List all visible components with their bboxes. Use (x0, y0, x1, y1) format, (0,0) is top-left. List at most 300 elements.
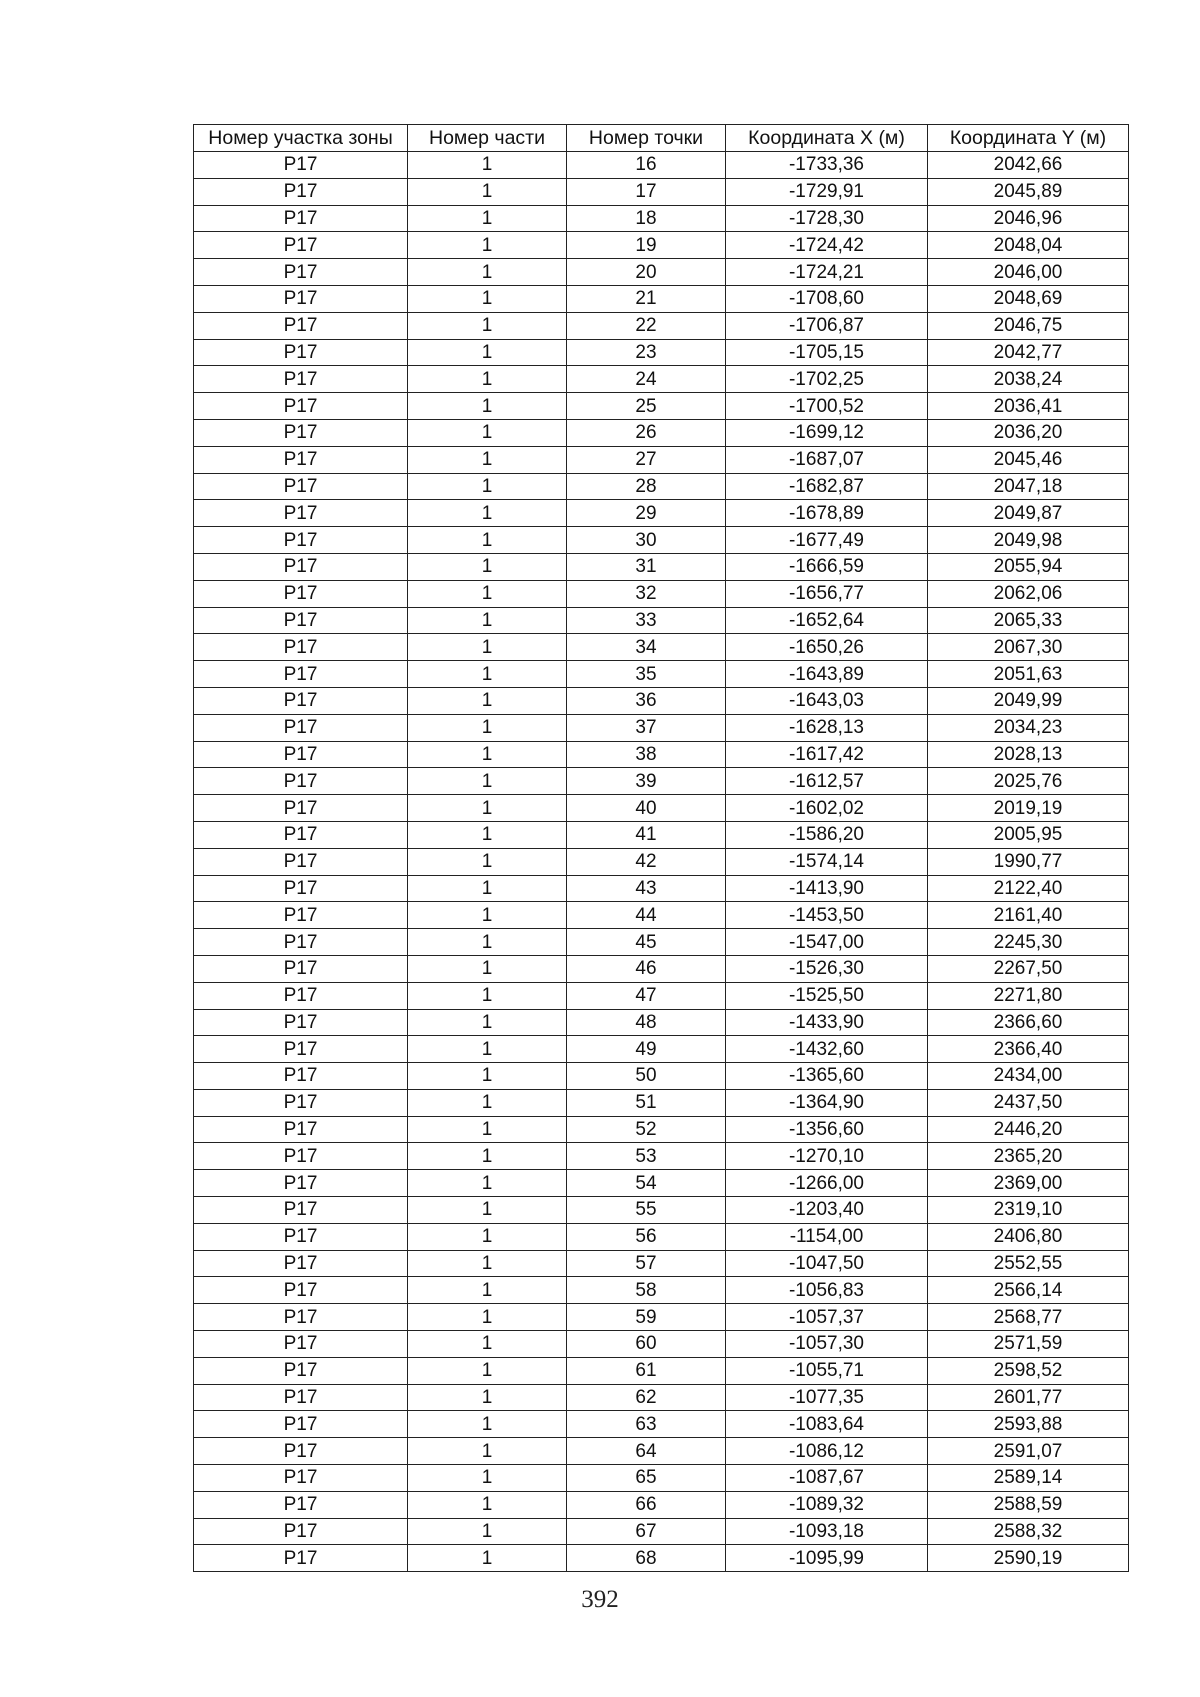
cell-coordinate-x: -1724,21 (726, 259, 928, 286)
cell-coordinate-y: 2369,00 (928, 1170, 1129, 1197)
table-row (194, 1063, 1129, 1090)
cell-coordinate-x: -1055,71 (726, 1357, 928, 1384)
table-row (194, 553, 1129, 580)
cell-zone-section: Р17 (194, 1036, 408, 1063)
cell-coordinate-x: -1586,20 (726, 821, 928, 848)
cell-zone-section: Р17 (194, 741, 408, 768)
cell-part-number: 1 (408, 1545, 567, 1572)
cell-part-number: 1 (408, 1250, 567, 1277)
table-row (194, 714, 1129, 741)
cell-point-number: 21 (567, 285, 726, 312)
cell-coordinate-y: 2571,59 (928, 1331, 1129, 1358)
table-row (194, 741, 1129, 768)
cell-coordinate-y: 2590,19 (928, 1545, 1129, 1572)
cell-part-number: 1 (408, 634, 567, 661)
cell-coordinate-x: -1432,60 (726, 1036, 928, 1063)
header-point-number: Номер точки (567, 125, 726, 152)
cell-zone-section: Р17 (194, 1223, 408, 1250)
cell-zone-section: Р17 (194, 1197, 408, 1224)
cell-coordinate-x: -1643,89 (726, 661, 928, 688)
cell-part-number: 1 (408, 419, 567, 446)
cell-coordinate-y: 2051,63 (928, 661, 1129, 688)
cell-coordinate-y: 2047,18 (928, 473, 1129, 500)
table-row (194, 1357, 1129, 1384)
cell-point-number: 39 (567, 768, 726, 795)
table-row (194, 1438, 1129, 1465)
cell-zone-section: Р17 (194, 714, 408, 741)
table-row (194, 339, 1129, 366)
cell-part-number: 1 (408, 393, 567, 420)
cell-coordinate-x: -1453,50 (726, 902, 928, 929)
cell-coordinate-y: 2319,10 (928, 1197, 1129, 1224)
cell-point-number: 62 (567, 1384, 726, 1411)
cell-part-number: 1 (408, 1304, 567, 1331)
cell-point-number: 16 (567, 152, 726, 179)
table-row (194, 1518, 1129, 1545)
cell-coordinate-y: 2601,77 (928, 1384, 1129, 1411)
table-row (194, 1197, 1129, 1224)
cell-coordinate-y: 2434,00 (928, 1063, 1129, 1090)
cell-point-number: 60 (567, 1331, 726, 1358)
cell-coordinate-x: -1413,90 (726, 875, 928, 902)
cell-coordinate-x: -1650,26 (726, 634, 928, 661)
cell-coordinate-y: 2045,46 (928, 446, 1129, 473)
cell-coordinate-y: 2062,06 (928, 580, 1129, 607)
table-row (194, 1170, 1129, 1197)
cell-coordinate-x: -1678,89 (726, 500, 928, 527)
cell-point-number: 41 (567, 821, 726, 848)
cell-coordinate-y: 2028,13 (928, 741, 1129, 768)
cell-zone-section: Р17 (194, 527, 408, 554)
table-row (194, 768, 1129, 795)
cell-coordinate-y: 2552,55 (928, 1250, 1129, 1277)
cell-point-number: 44 (567, 902, 726, 929)
cell-zone-section: Р17 (194, 393, 408, 420)
cell-zone-section: Р17 (194, 205, 408, 232)
cell-coordinate-y: 2366,40 (928, 1036, 1129, 1063)
cell-zone-section: Р17 (194, 285, 408, 312)
cell-point-number: 49 (567, 1036, 726, 1063)
cell-coordinate-x: -1087,67 (726, 1465, 928, 1492)
cell-zone-section: Р17 (194, 366, 408, 393)
cell-coordinate-x: -1699,12 (726, 419, 928, 446)
table-row (194, 1250, 1129, 1277)
cell-zone-section: Р17 (194, 312, 408, 339)
cell-coordinate-y: 2046,96 (928, 205, 1129, 232)
cell-part-number: 1 (408, 929, 567, 956)
cell-coordinate-x: -1364,90 (726, 1089, 928, 1116)
table-row (194, 1411, 1129, 1438)
cell-point-number: 64 (567, 1438, 726, 1465)
cell-point-number: 37 (567, 714, 726, 741)
cell-coordinate-x: -1154,00 (726, 1223, 928, 1250)
table-row (194, 1089, 1129, 1116)
cell-point-number: 47 (567, 982, 726, 1009)
cell-coordinate-x: -1547,00 (726, 929, 928, 956)
page-number: 392 (581, 1586, 619, 1613)
cell-coordinate-x: -1356,60 (726, 1116, 928, 1143)
cell-part-number: 1 (408, 1089, 567, 1116)
cell-coordinate-x: -1270,10 (726, 1143, 928, 1170)
cell-zone-section: Р17 (194, 178, 408, 205)
cell-coordinate-y: 2437,50 (928, 1089, 1129, 1116)
table-row (194, 1143, 1129, 1170)
table-row (194, 419, 1129, 446)
cell-point-number: 56 (567, 1223, 726, 1250)
cell-part-number: 1 (408, 1438, 567, 1465)
cell-coordinate-y: 2366,60 (928, 1009, 1129, 1036)
cell-coordinate-x: -1728,30 (726, 205, 928, 232)
cell-point-number: 27 (567, 446, 726, 473)
cell-part-number: 1 (408, 1170, 567, 1197)
cell-part-number: 1 (408, 1384, 567, 1411)
cell-coordinate-x: -1612,57 (726, 768, 928, 795)
cell-coordinate-y: 2045,89 (928, 178, 1129, 205)
table-row (194, 1009, 1129, 1036)
cell-zone-section: Р17 (194, 446, 408, 473)
table-row (194, 178, 1129, 205)
cell-coordinate-x: -1093,18 (726, 1518, 928, 1545)
cell-zone-section: Р17 (194, 634, 408, 661)
cell-point-number: 34 (567, 634, 726, 661)
table-row (194, 1223, 1129, 1250)
cell-point-number: 18 (567, 205, 726, 232)
cell-zone-section: Р17 (194, 1491, 408, 1518)
table-row (194, 152, 1129, 179)
cell-coordinate-y: 2589,14 (928, 1465, 1129, 1492)
cell-coordinate-y: 2048,69 (928, 285, 1129, 312)
table-row (194, 393, 1129, 420)
cell-part-number: 1 (408, 446, 567, 473)
cell-zone-section: Р17 (194, 1143, 408, 1170)
cell-coordinate-y: 2046,00 (928, 259, 1129, 286)
cell-part-number: 1 (408, 339, 567, 366)
cell-part-number: 1 (408, 312, 567, 339)
table-row (194, 232, 1129, 259)
cell-coordinate-x: -1700,52 (726, 393, 928, 420)
cell-part-number: 1 (408, 1465, 567, 1492)
header-zone-section-number: Номер участка зоны (194, 125, 408, 152)
cell-coordinate-y: 2025,76 (928, 768, 1129, 795)
cell-point-number: 30 (567, 527, 726, 554)
cell-coordinate-x: -1056,83 (726, 1277, 928, 1304)
cell-coordinate-x: -1574,14 (726, 848, 928, 875)
cell-coordinate-y: 2049,87 (928, 500, 1129, 527)
cell-coordinate-x: -1666,59 (726, 553, 928, 580)
cell-coordinate-x: -1047,50 (726, 1250, 928, 1277)
cell-zone-section: Р17 (194, 1250, 408, 1277)
cell-point-number: 46 (567, 955, 726, 982)
cell-zone-section: Р17 (194, 259, 408, 286)
cell-point-number: 26 (567, 419, 726, 446)
cell-point-number: 38 (567, 741, 726, 768)
table-row (194, 687, 1129, 714)
cell-coordinate-y: 2591,07 (928, 1438, 1129, 1465)
cell-zone-section: Р17 (194, 1518, 408, 1545)
cell-coordinate-y: 2122,40 (928, 875, 1129, 902)
table-row (194, 580, 1129, 607)
table-row (194, 1545, 1129, 1572)
cell-point-number: 17 (567, 178, 726, 205)
cell-point-number: 32 (567, 580, 726, 607)
cell-point-number: 42 (567, 848, 726, 875)
cell-part-number: 1 (408, 500, 567, 527)
cell-coordinate-y: 2588,32 (928, 1518, 1129, 1545)
table-header (194, 125, 1129, 152)
cell-point-number: 66 (567, 1491, 726, 1518)
cell-zone-section: Р17 (194, 152, 408, 179)
cell-coordinate-x: -1433,90 (726, 1009, 928, 1036)
cell-part-number: 1 (408, 1491, 567, 1518)
table-row (194, 875, 1129, 902)
cell-zone-section: Р17 (194, 607, 408, 634)
table-row (194, 661, 1129, 688)
cell-part-number: 1 (408, 1009, 567, 1036)
cell-zone-section: Р17 (194, 1009, 408, 1036)
cell-part-number: 1 (408, 1036, 567, 1063)
cell-part-number: 1 (408, 473, 567, 500)
cell-point-number: 29 (567, 500, 726, 527)
cell-zone-section: Р17 (194, 580, 408, 607)
header-coordinate-y: Координата Y (м) (928, 125, 1129, 152)
table-row (194, 1036, 1129, 1063)
cell-point-number: 25 (567, 393, 726, 420)
cell-point-number: 36 (567, 687, 726, 714)
cell-point-number: 51 (567, 1089, 726, 1116)
cell-zone-section: Р17 (194, 687, 408, 714)
cell-coordinate-x: -1687,07 (726, 446, 928, 473)
cell-coordinate-y: 2049,99 (928, 687, 1129, 714)
table-row (194, 366, 1129, 393)
cell-zone-section: Р17 (194, 1063, 408, 1090)
cell-point-number: 58 (567, 1277, 726, 1304)
cell-coordinate-x: -1089,32 (726, 1491, 928, 1518)
cell-point-number: 31 (567, 553, 726, 580)
cell-coordinate-x: -1705,15 (726, 339, 928, 366)
cell-point-number: 23 (567, 339, 726, 366)
cell-part-number: 1 (408, 1197, 567, 1224)
cell-coordinate-x: -1628,13 (726, 714, 928, 741)
cell-coordinate-y: 2048,04 (928, 232, 1129, 259)
cell-coordinate-x: -1652,64 (726, 607, 928, 634)
cell-zone-section: Р17 (194, 1545, 408, 1572)
cell-coordinate-x: -1086,12 (726, 1438, 928, 1465)
table-row (194, 1331, 1129, 1358)
cell-zone-section: Р17 (194, 1277, 408, 1304)
cell-coordinate-x: -1203,40 (726, 1197, 928, 1224)
table-row (194, 500, 1129, 527)
cell-point-number: 54 (567, 1170, 726, 1197)
cell-point-number: 28 (567, 473, 726, 500)
cell-coordinate-y: 2566,14 (928, 1277, 1129, 1304)
cell-point-number: 67 (567, 1518, 726, 1545)
cell-coordinate-y: 2588,59 (928, 1491, 1129, 1518)
cell-coordinate-y: 2019,19 (928, 795, 1129, 822)
header-coordinate-x: Координата X (м) (726, 125, 928, 152)
cell-zone-section: Р17 (194, 768, 408, 795)
header-part-number: Номер части (408, 125, 567, 152)
cell-point-number: 55 (567, 1197, 726, 1224)
table-row (194, 1465, 1129, 1492)
table-row (194, 1384, 1129, 1411)
cell-point-number: 19 (567, 232, 726, 259)
cell-part-number: 1 (408, 1331, 567, 1358)
cell-zone-section: Р17 (194, 902, 408, 929)
cell-coordinate-y: 2568,77 (928, 1304, 1129, 1331)
cell-coordinate-x: -1095,99 (726, 1545, 928, 1572)
cell-point-number: 45 (567, 929, 726, 956)
cell-part-number: 1 (408, 795, 567, 822)
cell-coordinate-x: -1083,64 (726, 1411, 928, 1438)
table-row (194, 848, 1129, 875)
cell-coordinate-y: 2593,88 (928, 1411, 1129, 1438)
cell-point-number: 57 (567, 1250, 726, 1277)
table-row (194, 1304, 1129, 1331)
cell-part-number: 1 (408, 1411, 567, 1438)
cell-part-number: 1 (408, 366, 567, 393)
cell-zone-section: Р17 (194, 848, 408, 875)
table-row (194, 205, 1129, 232)
cell-zone-section: Р17 (194, 339, 408, 366)
cell-zone-section: Р17 (194, 929, 408, 956)
cell-coordinate-y: 2161,40 (928, 902, 1129, 929)
cell-coordinate-y: 2245,30 (928, 929, 1129, 956)
cell-coordinate-y: 2034,23 (928, 714, 1129, 741)
cell-point-number: 50 (567, 1063, 726, 1090)
cell-coordinate-x: -1729,91 (726, 178, 928, 205)
cell-part-number: 1 (408, 1063, 567, 1090)
cell-coordinate-y: 2365,20 (928, 1143, 1129, 1170)
cell-point-number: 53 (567, 1143, 726, 1170)
cell-part-number: 1 (408, 527, 567, 554)
cell-zone-section: Р17 (194, 553, 408, 580)
table-row (194, 285, 1129, 312)
cell-coordinate-y: 2598,52 (928, 1357, 1129, 1384)
cell-coordinate-y: 2005,95 (928, 821, 1129, 848)
table-row (194, 473, 1129, 500)
cell-zone-section: Р17 (194, 419, 408, 446)
cell-part-number: 1 (408, 259, 567, 286)
cell-part-number: 1 (408, 580, 567, 607)
cell-point-number: 43 (567, 875, 726, 902)
cell-part-number: 1 (408, 955, 567, 982)
cell-part-number: 1 (408, 607, 567, 634)
cell-point-number: 40 (567, 795, 726, 822)
cell-coordinate-x: -1617,42 (726, 741, 928, 768)
table-row (194, 795, 1129, 822)
cell-coordinate-x: -1733,36 (726, 152, 928, 179)
cell-coordinate-y: 1990,77 (928, 848, 1129, 875)
cell-point-number: 59 (567, 1304, 726, 1331)
coordinates-table (193, 124, 1129, 1572)
cell-coordinate-x: -1656,77 (726, 580, 928, 607)
cell-part-number: 1 (408, 687, 567, 714)
cell-coordinate-x: -1057,30 (726, 1331, 928, 1358)
table-row (194, 312, 1129, 339)
cell-part-number: 1 (408, 1116, 567, 1143)
cell-coordinate-x: -1365,60 (726, 1063, 928, 1090)
cell-part-number: 1 (408, 875, 567, 902)
cell-coordinate-x: -1706,87 (726, 312, 928, 339)
cell-zone-section: Р17 (194, 1384, 408, 1411)
cell-part-number: 1 (408, 714, 567, 741)
cell-part-number: 1 (408, 232, 567, 259)
cell-point-number: 35 (567, 661, 726, 688)
cell-zone-section: Р17 (194, 875, 408, 902)
cell-coordinate-x: -1682,87 (726, 473, 928, 500)
cell-coordinate-x: -1708,60 (726, 285, 928, 312)
cell-coordinate-y: 2036,20 (928, 419, 1129, 446)
cell-coordinate-y: 2046,75 (928, 312, 1129, 339)
cell-coordinate-x: -1525,50 (726, 982, 928, 1009)
header-row (194, 125, 1129, 152)
cell-point-number: 68 (567, 1545, 726, 1572)
cell-part-number: 1 (408, 982, 567, 1009)
cell-point-number: 20 (567, 259, 726, 286)
cell-part-number: 1 (408, 661, 567, 688)
cell-coordinate-y: 2406,80 (928, 1223, 1129, 1250)
table-row (194, 955, 1129, 982)
table-row (194, 634, 1129, 661)
cell-point-number: 52 (567, 1116, 726, 1143)
cell-zone-section: Р17 (194, 1411, 408, 1438)
cell-zone-section: Р17 (194, 1438, 408, 1465)
cell-part-number: 1 (408, 1223, 567, 1250)
table-body (194, 152, 1129, 1572)
cell-coordinate-y: 2267,50 (928, 955, 1129, 982)
cell-coordinate-x: -1266,00 (726, 1170, 928, 1197)
table-row (194, 527, 1129, 554)
table-row (194, 929, 1129, 956)
cell-part-number: 1 (408, 848, 567, 875)
cell-zone-section: Р17 (194, 1465, 408, 1492)
cell-part-number: 1 (408, 553, 567, 580)
cell-part-number: 1 (408, 285, 567, 312)
cell-zone-section: Р17 (194, 232, 408, 259)
cell-part-number: 1 (408, 768, 567, 795)
cell-point-number: 24 (567, 366, 726, 393)
cell-part-number: 1 (408, 178, 567, 205)
cell-coordinate-x: -1526,30 (726, 955, 928, 982)
cell-zone-section: Р17 (194, 982, 408, 1009)
cell-zone-section: Р17 (194, 1304, 408, 1331)
cell-part-number: 1 (408, 741, 567, 768)
cell-part-number: 1 (408, 1518, 567, 1545)
cell-zone-section: Р17 (194, 795, 408, 822)
cell-zone-section: Р17 (194, 955, 408, 982)
cell-point-number: 63 (567, 1411, 726, 1438)
cell-coordinate-x: -1702,25 (726, 366, 928, 393)
table-row (194, 1277, 1129, 1304)
cell-coordinate-x: -1602,02 (726, 795, 928, 822)
table-row (194, 1116, 1129, 1143)
cell-part-number: 1 (408, 821, 567, 848)
cell-part-number: 1 (408, 152, 567, 179)
cell-coordinate-y: 2036,41 (928, 393, 1129, 420)
table-row (194, 821, 1129, 848)
cell-part-number: 1 (408, 1143, 567, 1170)
cell-coordinate-y: 2042,66 (928, 152, 1129, 179)
cell-coordinate-x: -1077,35 (726, 1384, 928, 1411)
cell-coordinate-x: -1643,03 (726, 687, 928, 714)
cell-point-number: 65 (567, 1465, 726, 1492)
table-row (194, 446, 1129, 473)
cell-coordinate-y: 2049,98 (928, 527, 1129, 554)
table-row (194, 259, 1129, 286)
cell-part-number: 1 (408, 1277, 567, 1304)
cell-zone-section: Р17 (194, 1089, 408, 1116)
cell-zone-section: Р17 (194, 1170, 408, 1197)
